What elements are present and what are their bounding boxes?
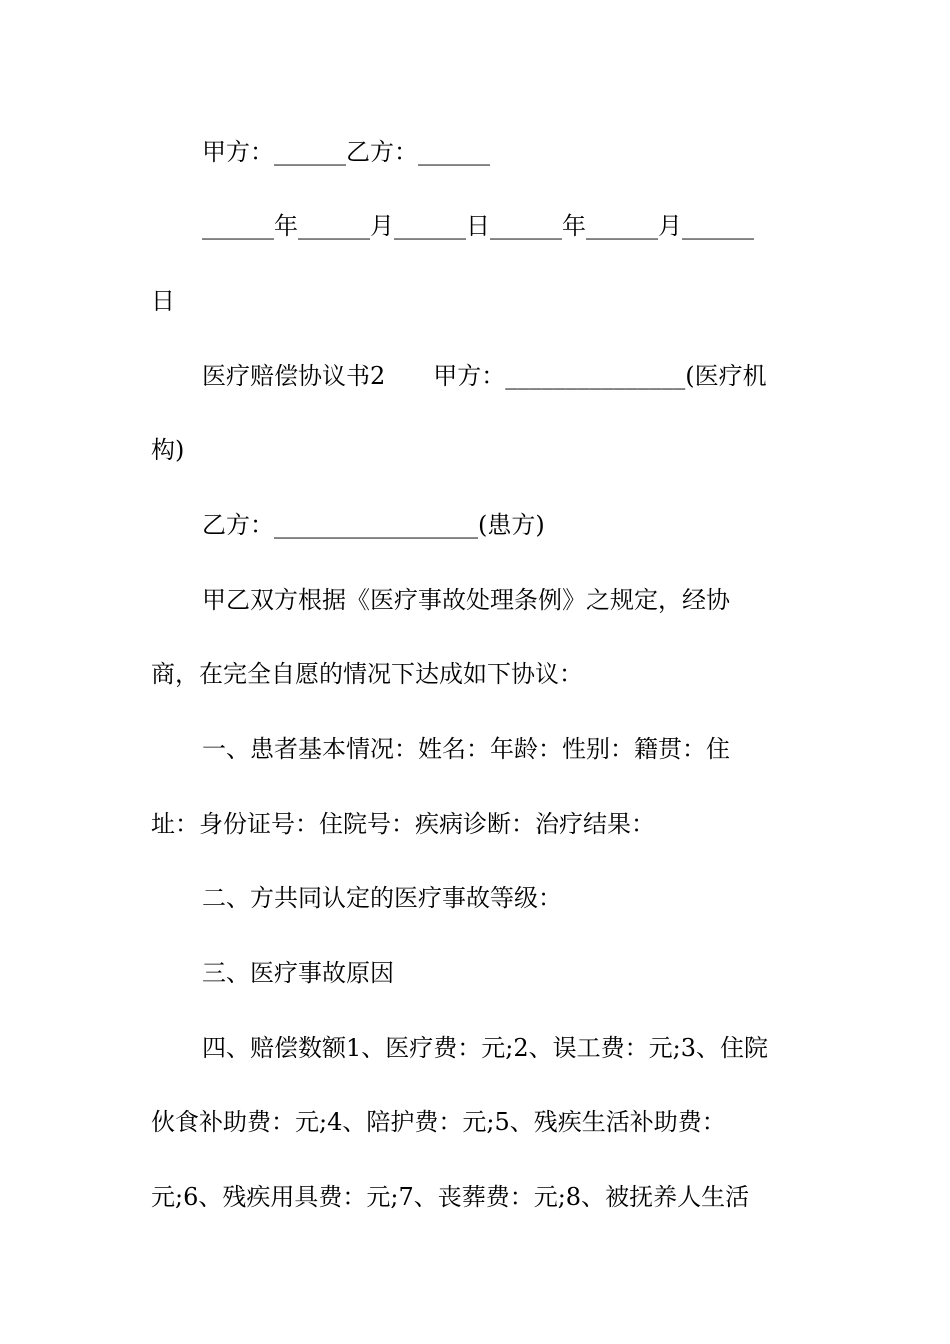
clause-1-paragraph: 一、患者基本情况：姓名：年龄：性别：籍贯：住 <box>202 735 730 763</box>
date-line-continuation: 日 <box>151 287 175 315</box>
party-b-line: 乙方：_________________(患方) <box>202 511 545 539</box>
date-line: ______年______月______日______年______月______ <box>202 212 754 240</box>
clause-3-paragraph: 三、医疗事故原因 <box>202 959 394 987</box>
preamble-paragraph: 甲乙双方根据《医疗事故处理条例》之规定，经协 <box>202 586 730 614</box>
clause-4-paragraph: 四、赔偿数额1、医疗费：元;2、误工费：元;3、住院 <box>202 1034 768 1062</box>
agreement-heading-continuation: 构) <box>151 436 185 464</box>
clause-4-continuation: 伙食补助费：元;4、陪护费：元;5、残疾生活补助费： <box>151 1108 726 1136</box>
clause-2-paragraph: 二、方共同认定的医疗事故等级： <box>202 884 562 912</box>
party-line: 甲方：______乙方：______ <box>202 138 490 166</box>
preamble-continuation: 商，在完全自愿的情况下达成如下协议： <box>151 660 583 688</box>
clause-4-continuation: 元;6、残疾用具费：元;7、丧葬费：元;8、被抚养人生活 <box>151 1183 750 1211</box>
agreement-heading-line: 医疗赔偿协议书2 甲方：_______________(医疗机 <box>202 362 767 390</box>
clause-1-continuation: 址：身份证号：住院号：疾病诊断：治疗结果： <box>151 810 655 838</box>
